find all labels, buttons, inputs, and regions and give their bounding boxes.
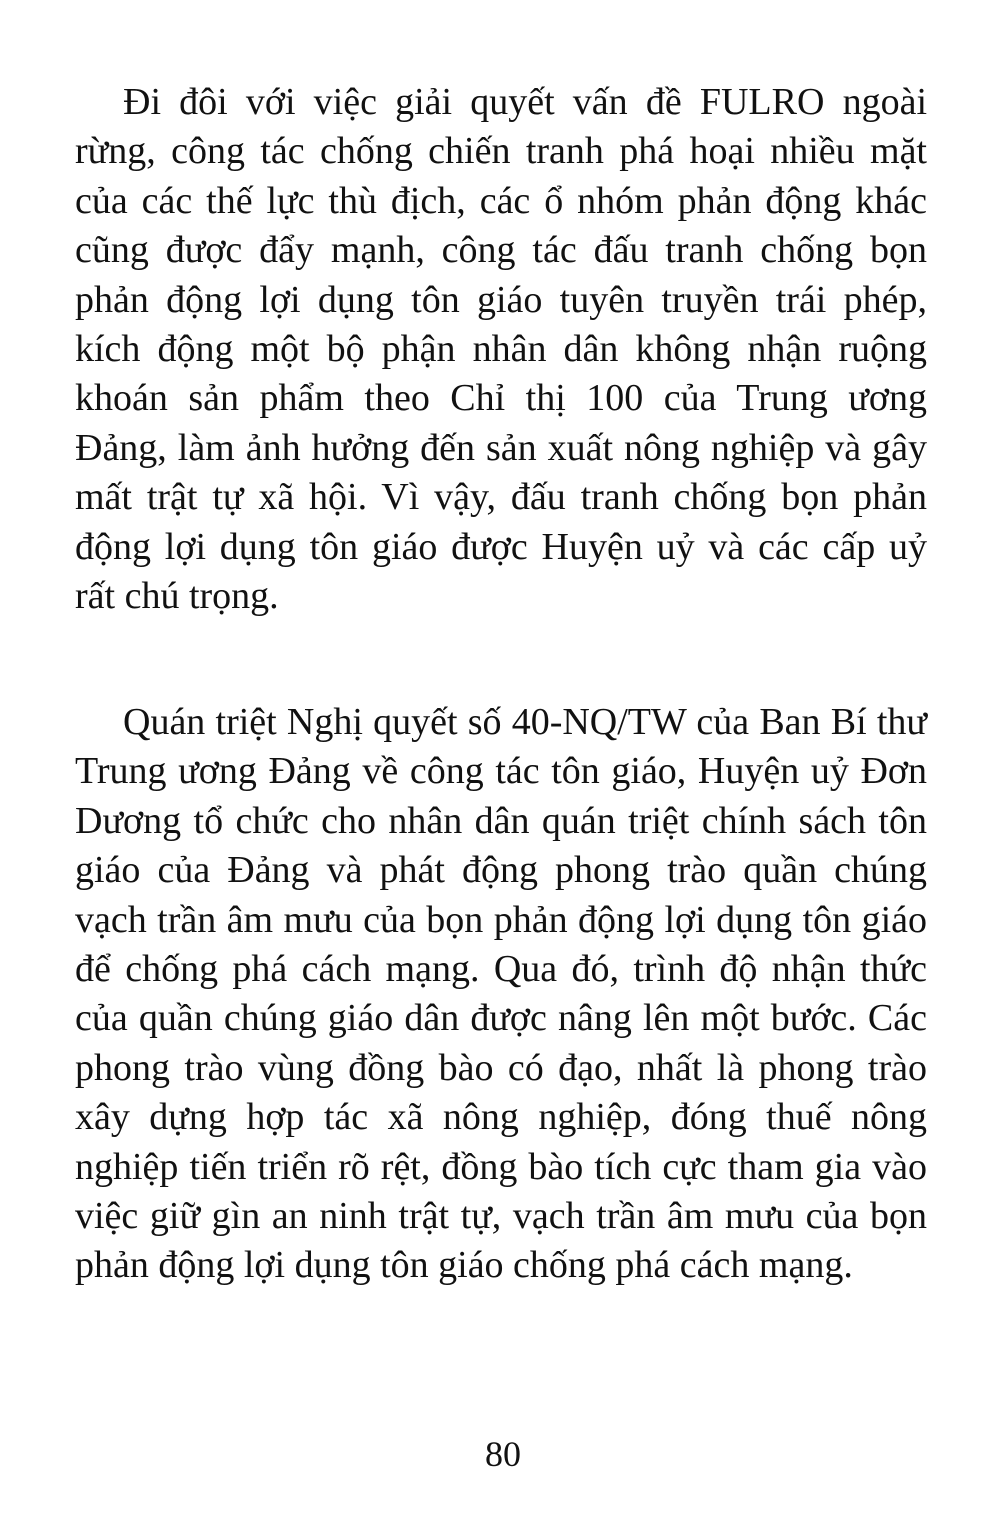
- paragraph-2: Quán triệt Nghị quyết số 40-NQ/TW của Ban Bí thư Trung ương Đảng về công tác tôn giáo, Huyện uỷ Đơn Dương tổ chức cho nhân dân quán triệt chính sách tôn giáo của Đảng và phát động phong trào quần chúng vạch trần âm mưu của bọn phản động lợi dụng tôn giáo để chống phá cách mạng. Qua đó, trình độ nhận thức của quần chúng giáo dân được nâng lên một bước. Các phong trào vùng đồng bào có đạo, nhất là phong trào xây dựng hợp tác xã nông nghiệp, đóng thuế nông nghiệp tiến triển rõ rệt, đồng bào tích cực tham gia vào việc giữ gìn an ninh trật tự, vạch trần âm mưu của bọn phản động lợi dụng tôn giáo chống phá cách mạng.: [75, 701, 927, 1287]
- paragraph-1: Đi đôi với việc giải quyết vấn đề FULRO ngoài rừng, công tác chống chiến tranh phá hoại nhiều mặt của các thế lực thù địch, các ổ nhóm phản động khác cũng được đẩy mạnh, công tác đấu tranh chống bọn phản động lợi dụng tôn giáo tuyên truyền trái phép, kích động một bộ phận nhân dân không nhận ruộng khoán sản phẩm theo Chỉ thị 100 của Trung ương Đảng, làm ảnh hưởng đến sản xuất nông nghiệp và gây mất trật tự xã hội. Vì vậy, đấu tranh chống bọn phản động lợi dụng tôn giáo được Huyện uỷ và các cấp uỷ rất chú trọng.: [75, 81, 927, 618]
- body-text-block-1: [75, 78, 927, 621]
- page-number: 80: [485, 1434, 521, 1474]
- body-text-block-2: [75, 698, 927, 1291]
